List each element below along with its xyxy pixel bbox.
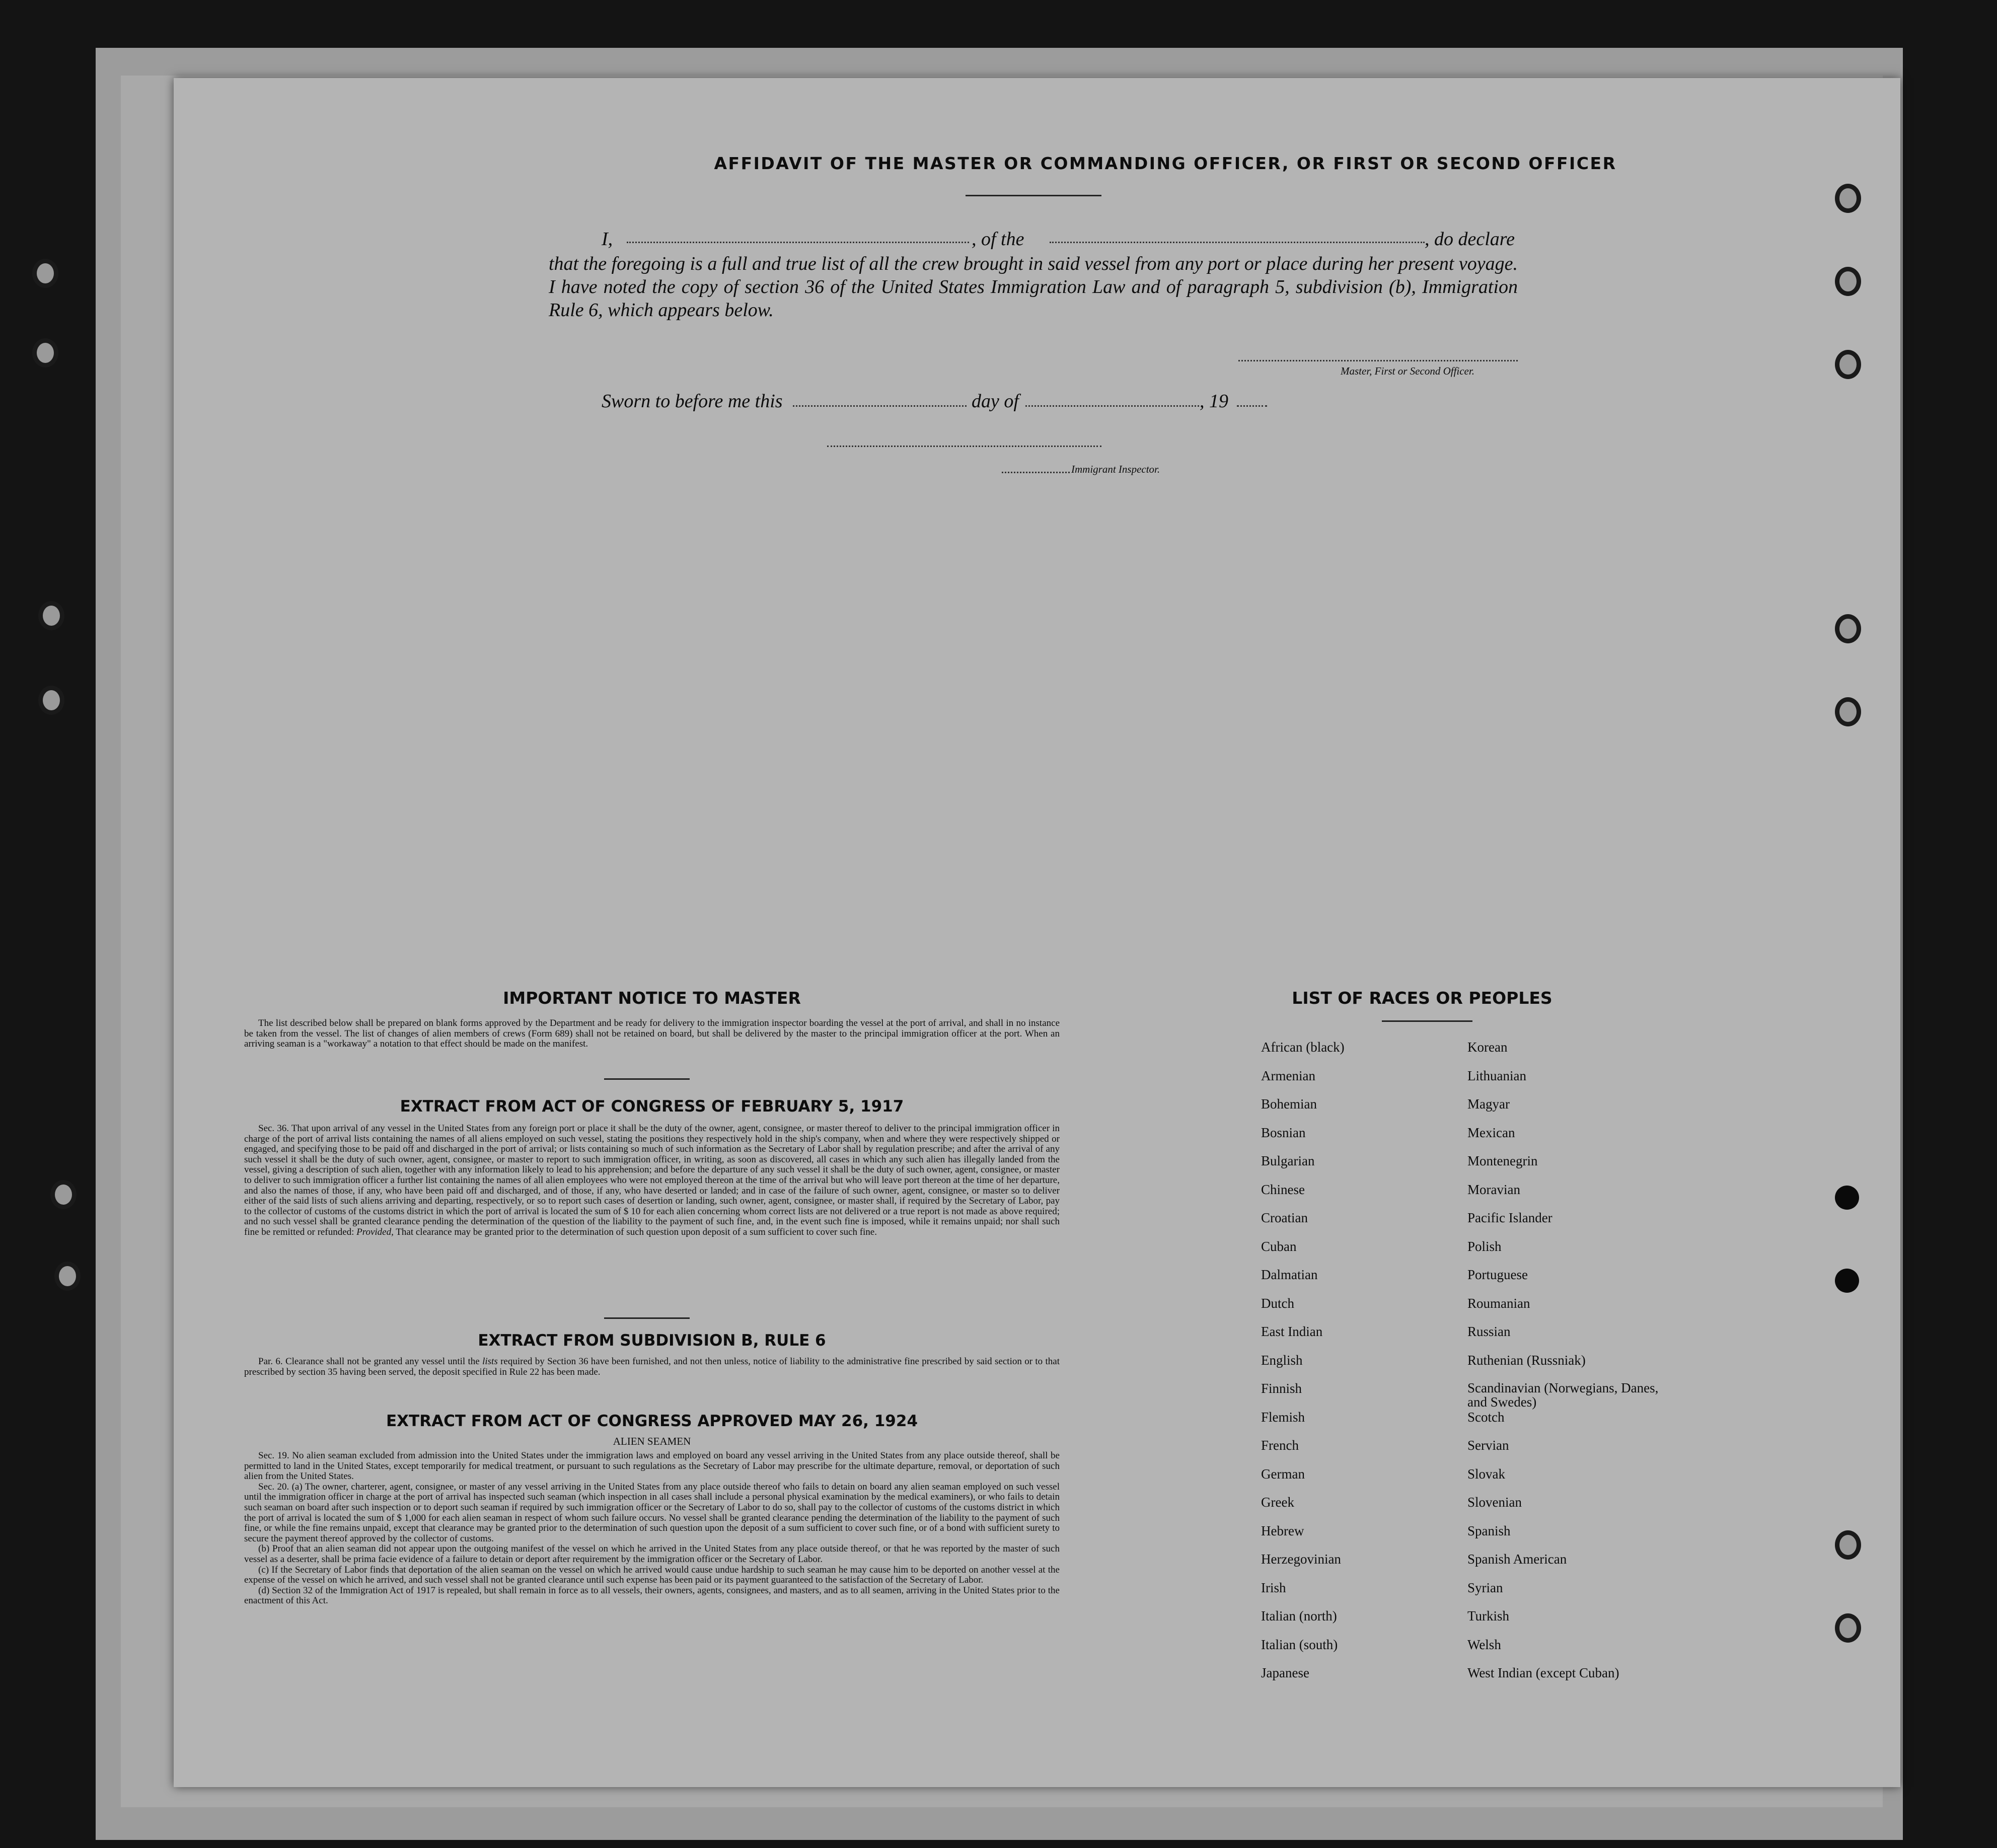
binder-hole <box>1835 1186 1859 1210</box>
race-item: Russian <box>1467 1324 1511 1339</box>
race-item: Irish <box>1261 1580 1286 1595</box>
race-item: West Indian (except Cuban) <box>1467 1665 1619 1680</box>
race-item: Welsh <box>1467 1637 1501 1652</box>
race-item: African (black) <box>1261 1040 1345 1055</box>
race-item: Bohemian <box>1261 1096 1317 1112</box>
race-item: Finnish <box>1261 1381 1302 1396</box>
race-item: Ruthenian (Russniak) <box>1467 1353 1586 1368</box>
race-item: Bosnian <box>1261 1125 1306 1140</box>
binder-hole <box>1835 1530 1861 1560</box>
sworn-year-field[interactable] <box>1237 405 1267 407</box>
binder-hole <box>1835 1269 1859 1293</box>
notice-paragraph: The list described below shall be prepared on blank forms approved by the Department and be ready for delivery to the immigration inspector boarding the vessel at the port of arrival, and shall in no instance be taken from the vessel. The list of changes of alien members of crews (Form 689) shall not be retained on board, but shall be delivered by the master to the principal immigration officer at the port. When an arriving seaman is a "workaway" a notation to that effect should be made on the manifest. <box>244 1018 1060 1050</box>
race-item: Bulgarian <box>1261 1153 1315 1168</box>
races-title: LIST OF RACES OR PEOPLES <box>1292 988 1552 1008</box>
race-item: Flemish <box>1261 1410 1305 1425</box>
race-item: Portuguese <box>1467 1267 1528 1282</box>
race-item: Italian (north) <box>1261 1608 1337 1623</box>
declaration-line <box>602 228 613 250</box>
race-item: Syrian <box>1467 1580 1503 1595</box>
race-item: Scandinavian (Norwegians, Danes, and Swedes) <box>1467 1380 1659 1410</box>
race-item: Japanese <box>1261 1665 1309 1680</box>
inspector-signature-field[interactable] <box>827 446 1101 447</box>
officer-signature-field[interactable] <box>1238 360 1518 361</box>
race-item: Herzegovinian <box>1261 1551 1341 1567</box>
race-item: Spanish American <box>1467 1551 1567 1567</box>
race-item: Dalmatian <box>1261 1267 1318 1282</box>
declare-label: , do declare <box>1425 229 1515 250</box>
day-of-label: day of <box>972 391 1019 412</box>
rule6-text-a: Par. 6. Clearance shall not be granted any vessel until the <box>258 1356 480 1367</box>
race-item: Scotch <box>1467 1410 1505 1425</box>
notice-divider <box>604 1078 690 1080</box>
inspector-prefix-field[interactable] <box>1002 472 1070 473</box>
race-item: Spanish <box>1467 1523 1511 1538</box>
race-item: Hebrew <box>1261 1523 1304 1538</box>
sec-20b-paragraph: (b) Proof that an alien seaman did not appear upon the outgoing manifest of the vessel on which he arrived in the United States from any place outside thereof, or that he was reported by the master of such vessel as a deserter, shall be prima facie evidence of a failure to detain or deport after requirement by the immigration officer or the Secretary of Labor. <box>244 1543 1060 1565</box>
binder-hole <box>38 601 64 630</box>
binder-hole <box>1835 267 1861 296</box>
binder-hole <box>32 338 58 367</box>
race-item: Lithuanian <box>1467 1068 1526 1083</box>
race-item: Slovenian <box>1467 1495 1522 1510</box>
binder-hole <box>1835 350 1861 379</box>
extract-1924-text <box>244 1451 1060 1606</box>
race-item: English <box>1261 1353 1303 1368</box>
declaration-body: that the foregoing is a full and true list of all the crew brought in said vessel from any port or place during her present voyage. I have noted the copy of section 36 of the United States Immigration Law and of paragraph 5, subdivision (b), Immigration Rule 6, which appears below. <box>549 253 1518 321</box>
race-item: Italian (south) <box>1261 1637 1338 1652</box>
binder-hole <box>54 1262 81 1291</box>
vessel-field[interactable] <box>1050 242 1425 243</box>
race-item: Armenian <box>1261 1068 1315 1083</box>
races-divider <box>1382 1020 1472 1022</box>
race-item: Pacific Islander <box>1467 1210 1552 1225</box>
extract-1924-title: EXTRACT FROM ACT OF CONGRESS APPROVED MAY 26, 1924 <box>386 1412 918 1430</box>
alien-seamen-subtitle: ALIEN SEAMEN <box>613 1435 691 1447</box>
section-36-text-end: That clearance may be granted prior to the determination of such question upon deposit of a sum sufficient to cover such fine. <box>396 1226 877 1237</box>
sec-19-paragraph: Sec. 19. No alien seaman excluded from admission into the United States under the immigration laws and employed on board any vessel arriving in the United States from any place outside thereof, shall be permitted to land in the United States, except temporarily for medical treatment, or pursuant to such regulations as the Secretary of Labor may prescribe for the ultimate departure, removal, or deportation of such alien from the United States. <box>244 1450 1060 1482</box>
race-item: East Indian <box>1261 1324 1323 1339</box>
affidavit-form-page <box>174 78 1900 1787</box>
extract-1917-text <box>244 1124 1060 1238</box>
name-field[interactable] <box>627 242 969 243</box>
race-item: Dutch <box>1261 1296 1294 1311</box>
lists-term: lists <box>482 1356 498 1367</box>
binder-hole <box>1835 184 1861 213</box>
sworn-month-field[interactable] <box>1025 405 1199 407</box>
section-36-paragraph <box>244 1124 1060 1238</box>
race-item: Roumanian <box>1467 1296 1530 1311</box>
race-item: Slovak <box>1467 1466 1506 1482</box>
notice-title: IMPORTANT NOTICE TO MASTER <box>503 988 801 1008</box>
race-item: Croatian <box>1261 1210 1308 1225</box>
race-item: Moravian <box>1467 1182 1520 1197</box>
declaration-text <box>549 252 1518 322</box>
affidavit-title: AFFIDAVIT OF THE MASTER OR COMMANDING OFFICER, OR FIRST OR SECOND OFFICER <box>714 154 1617 173</box>
binder-hole <box>1835 614 1861 643</box>
rule6-paragraph <box>244 1357 1060 1377</box>
race-item: Polish <box>1467 1239 1502 1254</box>
extract-1917-divider <box>604 1317 690 1319</box>
binder-hole <box>38 686 64 715</box>
section-36-text: Sec. 36. That upon arrival of any vessel in the United States from any foreign port or place it shall be the duty of the owner, agent, consignee, or master thereof to deliver to the principal immigration officer in charge of the port of arrival lists containing the names of all aliens employed on such vessel, stating the positions they respectively hold in the ship's company, when and where they were respectively shipped or engaged, and specifying those to be paid off and discharged in the port of arrival; or lists containing so much of such information as the Secretary of Labor shall by regulation prescribe; and after the arrival of any such vessel it shall be the duty of such owner, agent, consignee, or master to report to such immigration officer, in writing, as soon as discovered, all cases in which any such alien has illegally landed from the vessel, giving a description of such alien, together with any information likely to lead to his apprehension; and before the departure of any such vessel it shall be the duty of such owner, agent, consignee, or master to deliver to such immigration officer a further list containing the names of all alien employees who were not employed thereon at the time of the arrival but who will leave port thereon at the time of her departure, and also the names of those, if any, who have been paid off and discharged, and of those, if any, who have deserted or landed; and in case of the failure of such owner, agent, consignee, or master so to deliver either of the said lists of such aliens arriving and departing, respectively, or so to report such cases of desertion or landing, such owner, agent, consignee, or master shall, if required by the Secretary of Labor, pay to the collector of customs of the customs district in which the port of arrival is located the sum of $ 10 for each alien concerning whom correct lists are not delivered or a true report is not made as above required; and no such vessel shall be granted clearance pending the determination of the question of the liability to the payment of such fine, and, in the event such fine is imposed, while it remains unpaid; nor shall such fine be remitted or refunded: <box>244 1123 1060 1237</box>
notice-text <box>244 1018 1060 1050</box>
sworn-label: Sworn to before me this <box>602 391 783 412</box>
extract-1917-title: EXTRACT FROM ACT OF CONGRESS OF FEBRUARY 5, 1917 <box>400 1097 904 1116</box>
binder-hole <box>32 259 58 288</box>
year-prefix-label: , 19 <box>1200 391 1228 412</box>
sworn-day-field[interactable] <box>793 405 967 407</box>
race-item: Cuban <box>1261 1239 1297 1254</box>
i-label: I, <box>602 229 613 250</box>
race-item: Magyar <box>1467 1096 1510 1112</box>
sec-20c-paragraph: (c) If the Secretary of Labor finds that deportation of the alien seaman on the vessel on which he arrived would cause undue hardship to such seaman he may cause him to be deported on another vessel at the expense of the vessel on which he arrived, and such vessel shall not be granted clearance until such expense has been paid or its payment guaranteed to the satisfaction of the Secretary of Labor. <box>244 1564 1060 1586</box>
race-item: Korean <box>1467 1040 1508 1055</box>
officer-signature-caption: Master, First or Second Officer. <box>1341 365 1474 377</box>
race-item: Mexican <box>1467 1125 1515 1140</box>
provided-term: Provided, <box>356 1226 394 1237</box>
race-item: Greek <box>1261 1495 1294 1510</box>
race-item: Turkish <box>1467 1608 1510 1623</box>
sec-20a-paragraph: Sec. 20. (a) The owner, charterer, agent, consignee, or master of any vessel arriving in the United States from any place outside thereof who fails to detain on board any alien seaman employed on such vessel until the immigration officer in charge at the port of arrival has inspected such seaman (which inspection in all cases shall include a personal physical examination by the medical examiners), or who fails to detain such seaman on board after such inspection or to deport such seaman if required by such immigration officer or the Secretary of Labor to do so, shall pay to the collector of customs of the customs district in which the port of arrival is located the sum of $ 1,000 for each alien seaman in respect of whom such failure occurs. No vessel shall be granted clearance pending the determination of the liability to the payment of such fine, or while the fine remains unpaid, except that clearance may be granted prior to the determination of such question upon the deposit of a sum sufficient to cover such fine, or of a bond with sufficient surety to secure the payment thereof approved by the collector of customs. <box>244 1481 1060 1544</box>
inspector-caption: Immigrant Inspector. <box>1071 463 1160 475</box>
extract-rule6-title: EXTRACT FROM SUBDIVISION B, RULE 6 <box>478 1332 826 1350</box>
race-item: German <box>1261 1466 1305 1482</box>
title-divider <box>966 195 1101 196</box>
race-item: Servian <box>1467 1438 1509 1453</box>
race-item: Chinese <box>1261 1182 1305 1197</box>
binder-hole <box>50 1180 77 1209</box>
of-the-label: , of the <box>972 229 1024 250</box>
extract-rule6-text <box>244 1357 1060 1377</box>
race-item: French <box>1261 1438 1299 1453</box>
binder-hole <box>1835 697 1861 726</box>
binder-hole <box>1835 1613 1861 1643</box>
race-item: Montenegrin <box>1467 1153 1538 1168</box>
sec-20d-paragraph: (d) Section 32 of the Immigration Act of 1917 is repealed, but shall remain in force as to all vessels, their owners, agents, consignees, and masters, and as to all seamen, arriving in the United States prior to the enactment of this Act. <box>244 1585 1060 1606</box>
rule6-text-b: required by Section 36 have been furnished, and not then unless, notice of liability to the administrative fine prescribed by said section or to that prescribed by section 35 having been served, the deposit specified in Rule 22 has been made. <box>244 1356 1060 1377</box>
